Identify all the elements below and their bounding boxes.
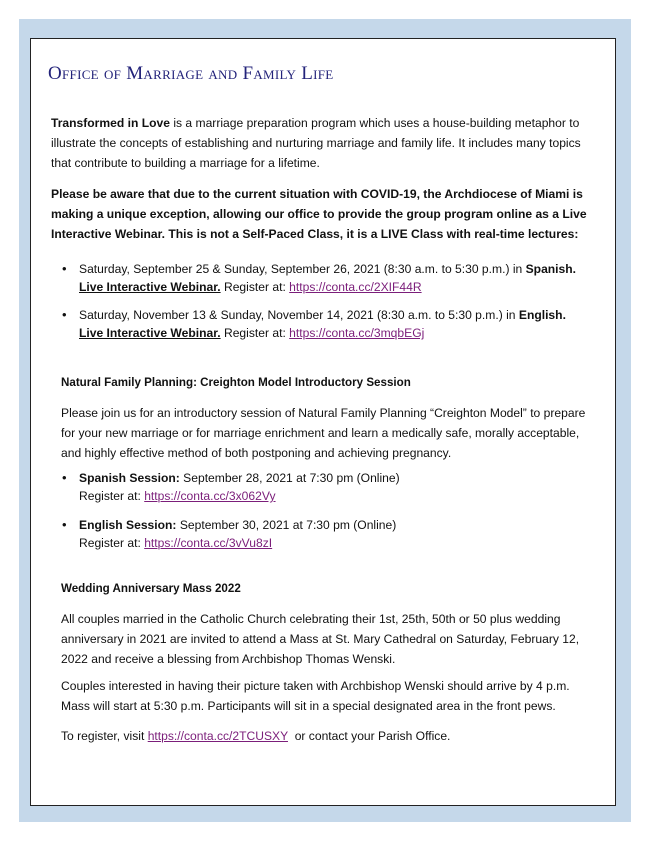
photo-paragraph: Couples interested in having their picture taken with Archbishop Wenski should arrive by 4 p.m. Mass will start at 5:30 p.m. Participants will sit in a special designated area in the front pews. — [61, 679, 570, 713]
session-label: Spanish Session: — [79, 471, 180, 485]
list-item: • Saturday, September 25 & Sunday, September 26, 2021 (8:30 a.m. to 5:30 p.m.) in Spanish. Live Interactive Webinar. Register at: https://conta.cc/2XIF44R — [59, 260, 607, 296]
intro-paragraph — [51, 113, 603, 173]
register-link-anniversary[interactable]: https://conta.cc/2TCUSXY — [147, 729, 288, 743]
webinar-label: Live Interactive Webinar. — [79, 326, 221, 340]
webinar-label: Live Interactive Webinar. — [79, 280, 221, 294]
anniversary-heading: Wedding Anniversary Mass 2022 — [61, 582, 241, 595]
session-language: Spanish — [525, 262, 573, 276]
page-title: Office of Marriage and Family Life — [48, 63, 334, 84]
register-paragraph: To register, visit https://conta.cc/2TCUSXY or contact your Parish Office. — [61, 729, 451, 743]
list-item: • Spanish Session: September 28, 2021 at 7:30 pm (Online) Register at: https://conta.cc/3x062Vy — [59, 469, 599, 505]
list-item: • Saturday, November 13 & Sunday, November 14, 2021 (8:30 a.m. to 5:30 p.m.) in English. Live Interactive Webinar. Register at: https://conta.cc/3mqbEGj — [59, 306, 607, 342]
register-link-english-program[interactable]: https://conta.cc/3mqbEGj — [289, 326, 425, 340]
register-link-english-session[interactable]: https://conta.cc/3vVu8zI — [144, 536, 273, 550]
session-language: English — [518, 308, 563, 322]
content-panel — [30, 38, 616, 806]
program-name: Transformed in Love — [51, 116, 170, 130]
list-item: • English Session: September 30, 2021 at 7:30 pm (Online) Register at: https://conta.cc/3vVu8zI — [59, 516, 599, 552]
anniversary-paragraph: All couples married in the Catholic Church celebrating their 1st, 25th, 50th or 50 plus wedding anniversary in 2021 are invited to attend a Mass at St. Mary Cathedral on Saturday, February 12, 2022 and receive a blessing from Archbishop Thomas Wenski. — [61, 612, 580, 666]
nfp-paragraph: Please join us for an introductory session of Natural Family Planning “Creighton Model” to prepare for your new marriage or for marriage enrichment and learn a medically safe, morally acceptable, and highly effective method of both postponing and achieving pregnancy. — [61, 406, 586, 460]
nfp-session-list — [59, 469, 599, 563]
nfp-heading: Natural Family Planning: Creighton Model Introductory Session — [61, 376, 411, 389]
register-link-spanish-session[interactable]: https://conta.cc/3x062Vy — [144, 489, 276, 503]
register-link-spanish-program[interactable]: https://conta.cc/2XIF44R — [289, 280, 422, 294]
session-label: English Session: — [79, 518, 177, 532]
covid-notice: Please be aware that due to the current situation with COVID-19, the Archdiocese of Miami is making a unique exception, allowing our office to provide the group program online as a Live Interactive Webinar. This is not a Self-Paced Class, it is a LIVE Class with real-time lectures: — [51, 187, 587, 241]
intro-text: is a marriage preparation program which uses a house-building metaphor to illustrate the concepts of establishing and nurturing marriage and family life. It includes many topics that contribute to building a marriage for a lifetime. — [51, 116, 581, 170]
session-list — [59, 260, 607, 352]
